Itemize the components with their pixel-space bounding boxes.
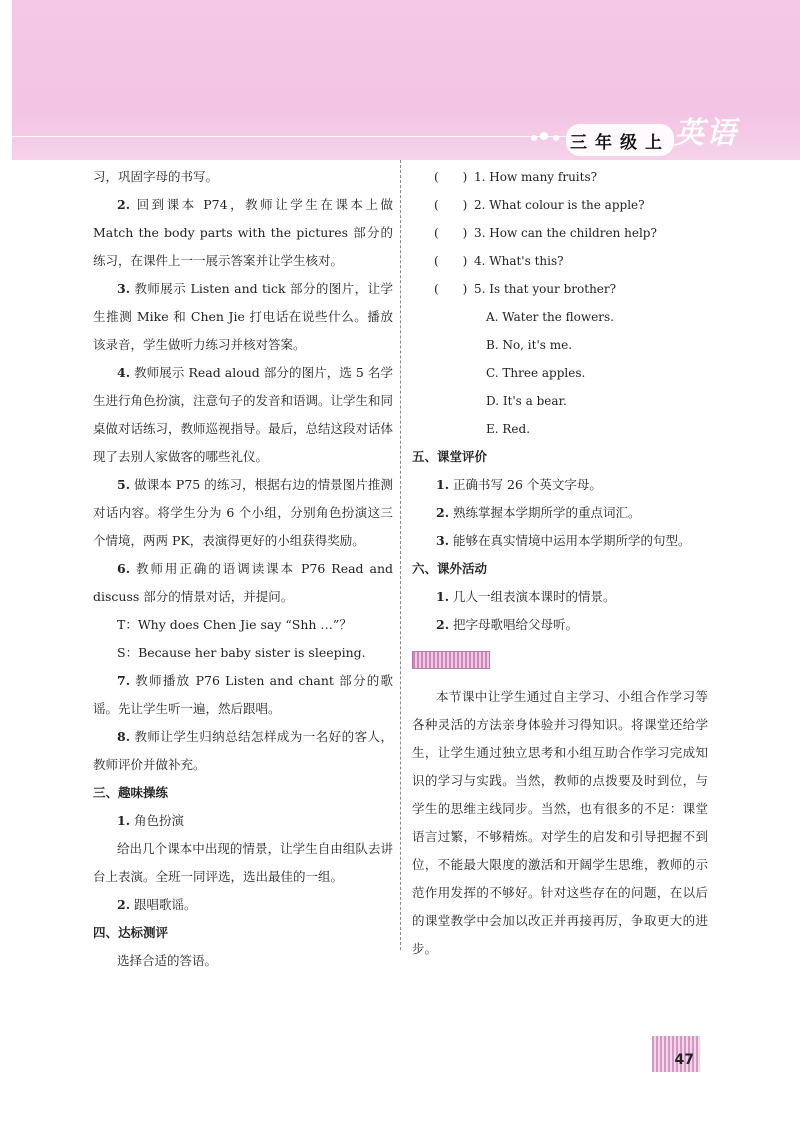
question-5 [412,275,708,303]
step-text: 教师让学生归纳总结怎样成为一名好的客人，教师评价并做补充。 [93,729,393,772]
step-text: 教师展示 Listen and tick 部分的图片，让学生推测 Mike 和 Chen Jie 打电话在说些什么。播放该录音，学生做听力练习并核对答案。 [93,281,393,352]
step-number: 2. [117,197,131,212]
item-number: 2. [117,897,131,912]
practice-item-2 [93,891,393,919]
evaluation-item-1 [412,471,708,499]
paragraph: 选择合适的答语。 [117,953,218,968]
section-heading: 三、趣味操练 [93,785,169,800]
reflection-badge [412,651,490,669]
question-1 [412,163,708,191]
step-number: 3. [117,281,131,296]
step-text: 做课本 P75 的练习，根据右边的情景图片推测对话内容。将学生分为 6 个小组，分别角色扮演这三个情境，两两 PK，表演得更好的小组获得奖励。 [93,477,393,548]
answer-option: B. No, it's me. [486,338,573,352]
activity-item-1 [412,583,708,611]
header-rule [12,136,582,137]
answer-blank: ( ) [434,254,468,268]
answer-option: E. Red. [486,422,531,436]
answer-option: D. It's a bear. [486,394,567,408]
page-number: 47 [652,1036,700,1072]
question-3 [412,219,708,247]
item-number: 2. [436,617,450,632]
paragraph: 给出几个课本中出现的情景，让学生自由组队去讲台上表演。全班一同评选，选出最佳的一组。 [93,841,393,884]
question-text: 4. What's this? [474,254,564,268]
item-text: 跟唱歌谣。 [130,897,197,912]
step-5 [93,471,393,555]
step-text: 回到课本 P74，教师让学生在课本上做 Match the body parts with the pictures 部分的练习，在课件上一一展示答案并让学生核对。 [93,197,393,268]
step-2 [93,191,393,275]
evaluation-item-3 [412,527,708,555]
column-divider [400,160,402,950]
right-column [412,163,708,963]
item-text: 几人一组表演本课时的情景。 [449,589,616,604]
answer-blank: ( ) [434,282,468,296]
dialog-teacher: T：Why does Chen Jie say “Shh …”？ [117,617,352,632]
step-text: 教师展示 Read aloud 部分的图片，选 5 名学生进行角色扮演，注意句子的发音和语调。让学生和同桌做对话练习，教师巡视指导。最后，总结这段对话体现了去别人家做客的哪些礼仪。 [93,365,394,464]
question-text: 3. How can the children help? [474,226,657,240]
step-number: 8. [117,729,131,744]
section-heading: 六、课外活动 [412,561,488,576]
answer-option: A. Water the flowers. [486,310,614,324]
item-number: 3. [436,533,450,548]
step-text: 教师用正确的语调读课本 P76 Read and discuss 部分的情景对话，并提问。 [93,561,393,604]
grade-label: 三年级上 [566,124,674,156]
step-number: 6. [117,561,131,576]
paragraph: 习，巩固字母的书写。 [93,169,219,184]
item-text: 角色扮演 [130,813,185,828]
question-4 [412,247,708,275]
step-7 [93,667,393,723]
step-number: 5. [117,477,131,492]
activity-item-2 [412,611,708,639]
step-text: 教师播放 P76 Listen and chant 部分的歌谣。先让学生听一遍，然后跟唱。 [93,673,393,716]
item-text: 熟练掌握本学期所学的重点词汇。 [449,505,641,520]
reflection-paragraph: 本节课中让学生通过自主学习、小组合作学习等各种灵活的方法亲身体验并习得知识。将课堂还给学生，让学生通过独立思考和小组互助合作学习完成知识的学习与实践。当然，教师的点拨要及时到位，与学生的思维主线同步。当然，也有很多的不足：课堂语言过繁，不够精炼。对学生的启发和引导把握不到位，不能最大限度的激活和开阔学生思维，教师的示范作用发挥的不够好。针对这些存在的问题，在以后的课堂教学中会加以改正并再接再厉，争取更大的进步。 [412,689,708,956]
step-number: 4. [117,365,131,380]
answer-blank: ( ) [434,170,468,184]
dialog-student: S：Because her baby sister is sleeping. [117,645,366,660]
header-dots-decoration [528,126,568,146]
section-heading: 四、达标测评 [93,925,169,940]
item-number: 1. [436,589,450,604]
step-number: 7. [117,673,131,688]
step-6 [93,555,393,611]
item-text: 能够在真实情境中运用本学期所学的句型。 [449,533,691,548]
item-text: 正确书写 26 个英文字母。 [449,477,602,492]
section-heading: 五、课堂评价 [412,449,488,464]
answer-blank: ( ) [434,198,468,212]
subject-logo-text: 英语 [674,116,738,151]
answer-option: C. Three apples. [486,366,586,380]
step-8 [93,723,393,779]
answer-blank: ( ) [434,226,468,240]
step-3 [93,275,393,359]
item-number: 1. [117,813,131,828]
item-number: 1. [436,477,450,492]
item-number: 2. [436,505,450,520]
question-text: 2. What colour is the apple? [474,198,645,212]
question-text: 1. How many fruits? [474,170,598,184]
evaluation-item-2 [412,499,708,527]
question-2 [412,191,708,219]
question-text: 5. Is that your brother? [474,282,617,296]
practice-item-1 [93,807,393,835]
left-column [93,163,393,975]
step-4 [93,359,393,471]
item-text: 把字母歌唱给父母听。 [449,617,579,632]
